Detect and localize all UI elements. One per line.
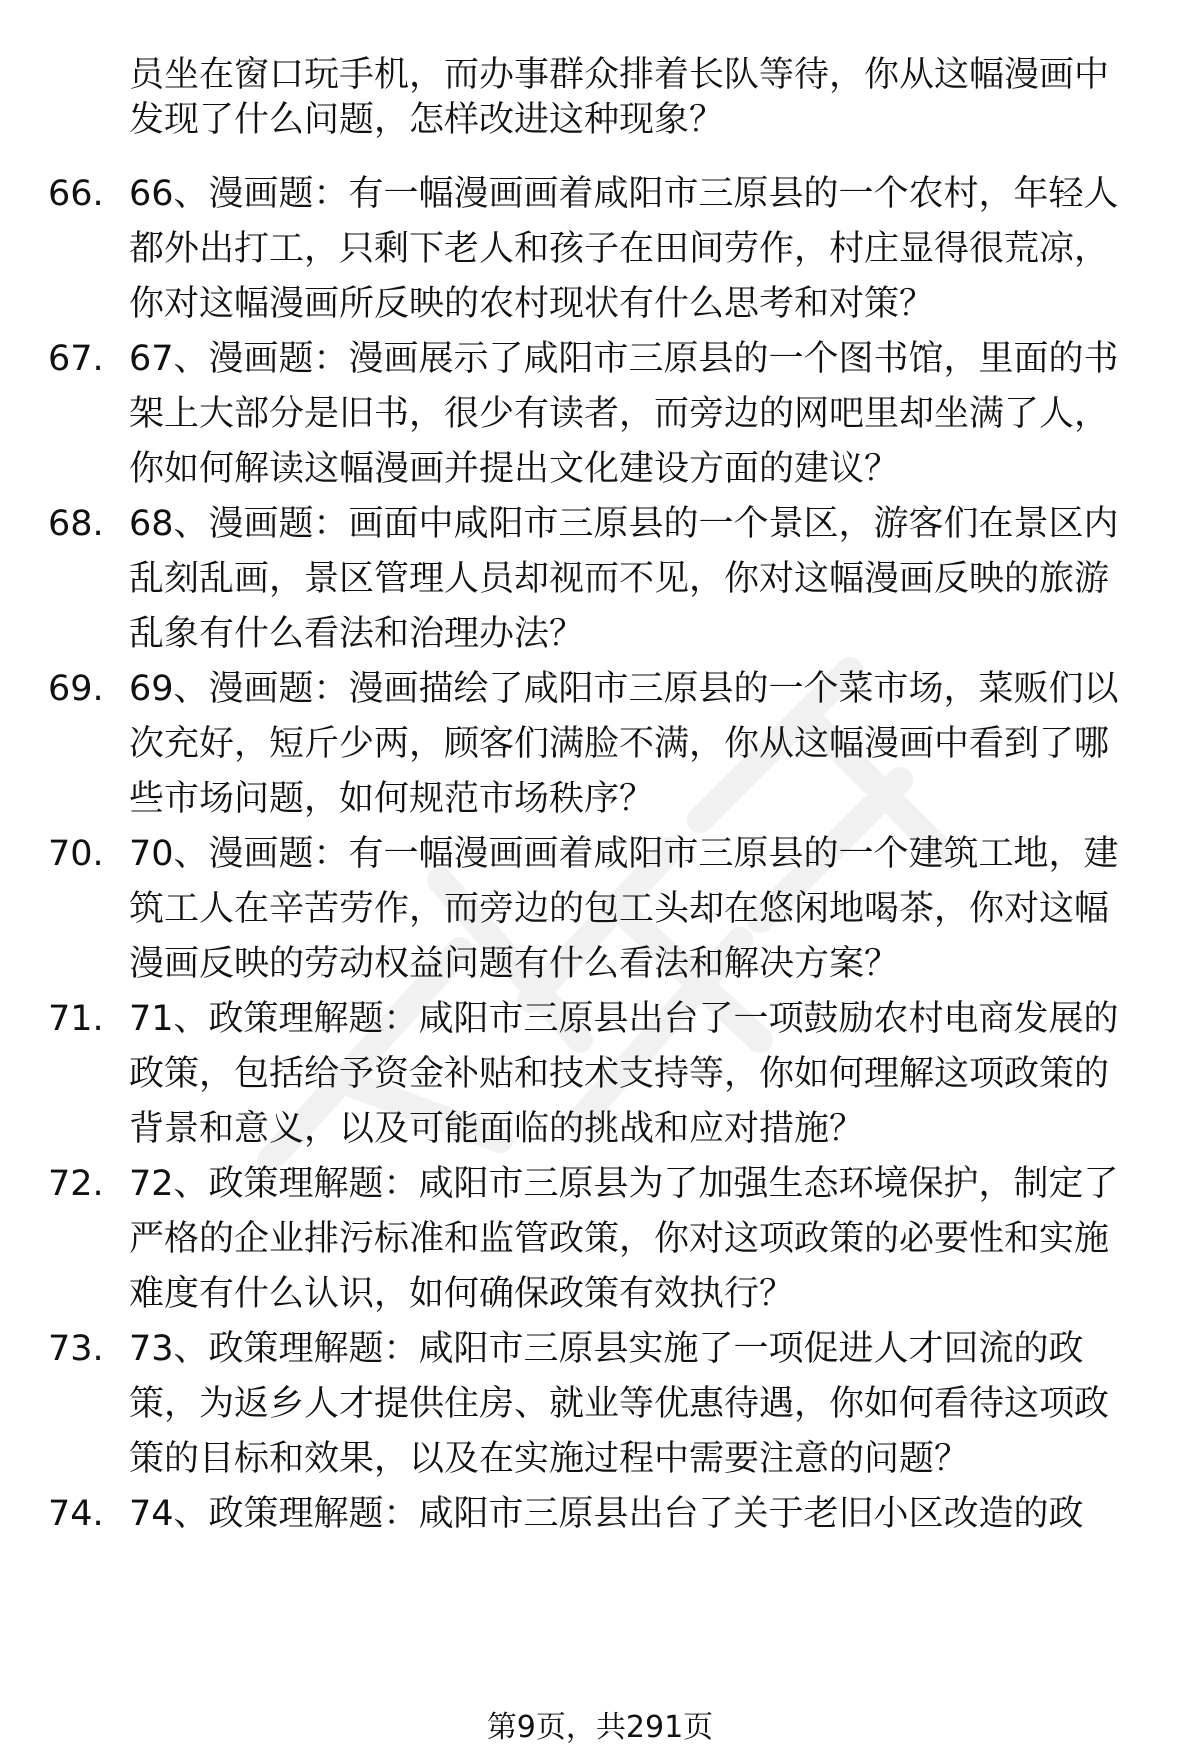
question-number: 74.: [48, 1494, 104, 1534]
question-line: 筑工人在辛苦劳作，而旁边的包工头却在悠闲地喝茶，你对这幅: [129, 889, 1110, 929]
question-line: 乱刻乱画，景区管理人员却视而不见，你对这幅漫画反映的旅游: [129, 559, 1110, 599]
question-number: 70.: [48, 834, 104, 874]
question-line: 67、漫画题：漫画展示了咸阳市三原县的一个图书馆，里面的书: [129, 339, 1119, 379]
question-line: 策，为返乡人才提供住房、就业等优惠待遇，你如何看待这项政: [129, 1384, 1110, 1424]
question-line: 73、政策理解题：咸阳市三原县实施了一项促进人才回流的政: [129, 1329, 1084, 1369]
question-line: 难度有什么认识，如何确保政策有效执行？: [129, 1274, 795, 1314]
question-line: 策的目标和效果，以及在实施过程中需要注意的问题？: [129, 1439, 970, 1479]
question-line: 74、政策理解题：咸阳市三原县出台了关于老旧小区改造的政: [129, 1494, 1084, 1534]
question-line: 72、政策理解题：咸阳市三原县为了加强生态环境保护，制定了: [129, 1164, 1119, 1204]
question-line: 背景和意义，以及可能面临的挑战和应对措施？: [129, 1109, 865, 1149]
question-number: 73.: [48, 1329, 104, 1369]
question-line: 都外出打工，只剩下老人和孩子在田间劳作，村庄显得很荒凉，: [129, 229, 1110, 269]
lead-line-1: 员坐在窗口玩手机，而办事群众排着长队等待，你从这幅漫画中: [129, 55, 1110, 95]
question-line: 68、漫画题：画面中咸阳市三原县的一个景区，游客们在景区内: [129, 504, 1119, 544]
question-line: 你对这幅漫画所反映的农村现状有什么思考和对策？: [129, 284, 935, 324]
question-line: 政策，包括给予资金补贴和技术支持等，你如何理解这项政策的: [129, 1054, 1110, 1094]
question-line: 漫画反映的劳动权益问题有什么看法和解决方案？: [129, 944, 900, 984]
question-line: 严格的企业排污标准和监管政策，你对这项政策的必要性和实施: [129, 1219, 1110, 1259]
question-number: 72.: [48, 1164, 104, 1204]
question-line: 69、漫画题：漫画描绘了咸阳市三原县的一个菜市场，菜贩们以: [129, 669, 1119, 709]
question-line: 70、漫画题：有一幅漫画画着咸阳市三原县的一个建筑工地，建: [129, 834, 1119, 874]
question-line: 次充好，短斤少两，顾客们满脸不满，你从这幅漫画中看到了哪: [129, 724, 1110, 764]
lead-line-2: 发现了什么问题，怎样改进这种现象？: [129, 100, 725, 140]
question-number: 67.: [48, 339, 104, 379]
question-number: 66.: [48, 174, 104, 214]
question-line: 架上大部分是旧书，很少有读者，而旁边的网吧里却坐满了人，: [129, 394, 1110, 434]
page-footer: 第9页，共291页: [486, 1710, 714, 1745]
question-line: 71、政策理解题：咸阳市三原县出台了一项鼓励农村电商发展的: [129, 999, 1119, 1039]
question-number: 68.: [48, 504, 104, 544]
question-line: 乱象有什么看法和治理办法？: [129, 614, 585, 654]
question-line: 66、漫画题：有一幅漫画画着咸阳市三原县的一个农村，年轻人: [129, 174, 1119, 214]
question-number: 69.: [48, 669, 104, 709]
question-line: 些市场问题，如何规范市场秩序？: [129, 779, 655, 819]
question-line: 你如何解读这幅漫画并提出文化建设方面的建议？: [129, 449, 900, 489]
question-number: 71.: [48, 999, 104, 1039]
